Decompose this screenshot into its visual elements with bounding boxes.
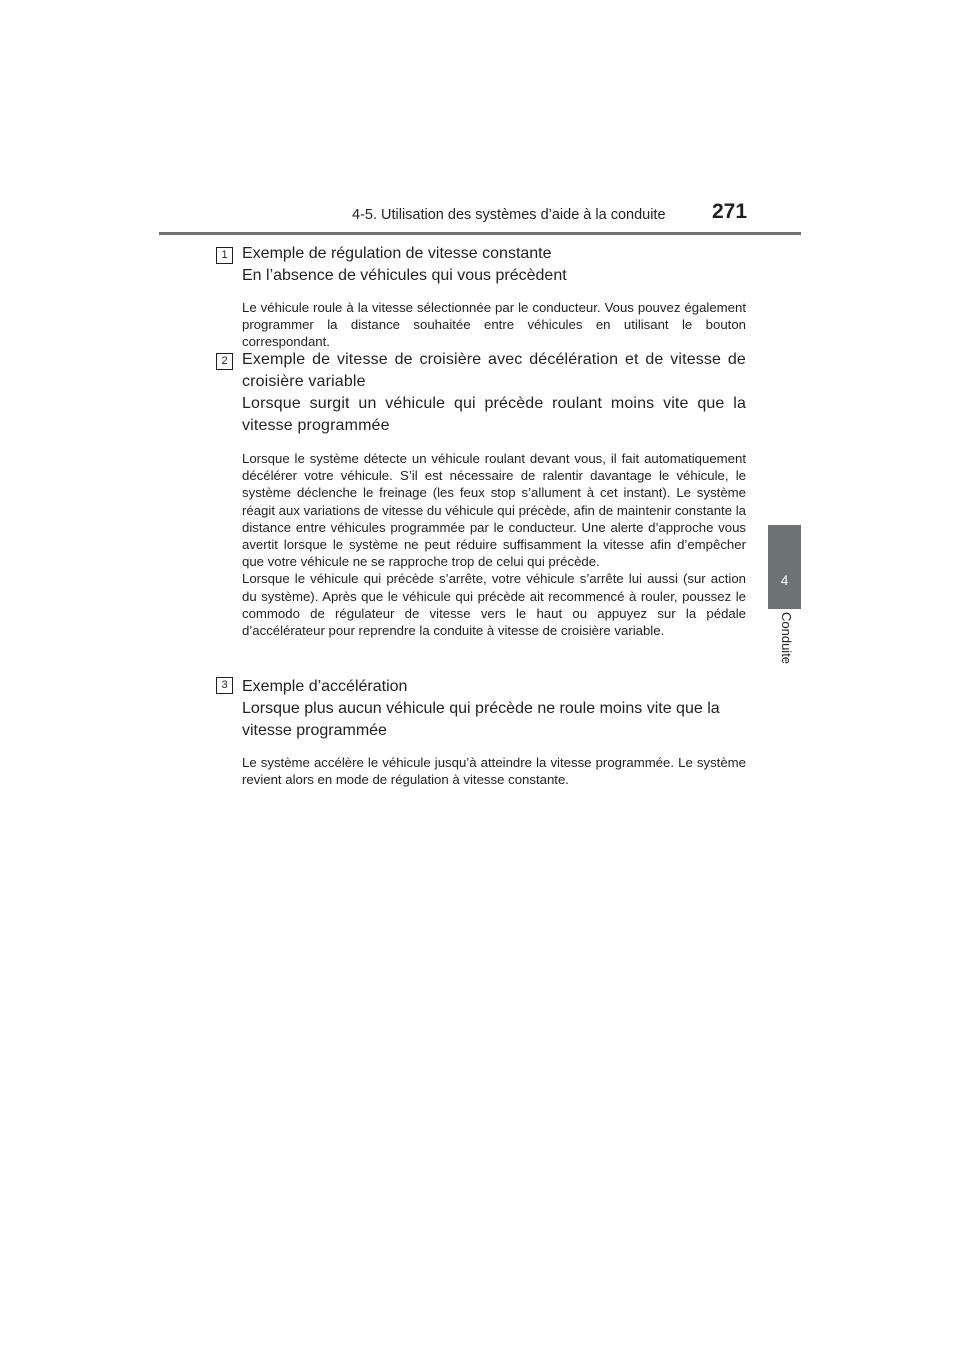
step-marker-1: 1 <box>216 247 233 264</box>
section-2-heading <box>242 349 746 437</box>
chapter-tab <box>768 525 801 609</box>
section-2 <box>216 349 746 639</box>
section-1-body <box>242 299 746 351</box>
chapter-label: Conduite <box>779 612 794 665</box>
section-3-heading <box>242 676 746 742</box>
section-1-paragraph-1: Le véhicule roule à la vitesse sélectionnée par le conducteur. Vous pouvez également programmer la distance souhaitée entre véhicules en utilisant le bouton correspondant. <box>242 300 746 350</box>
section-1 <box>216 243 746 351</box>
step-marker-3: 3 <box>216 677 233 694</box>
section-3-heading-line-1: Exemple d’accélération <box>242 678 408 695</box>
section-1-heading-line-1: Exemple de régulation de vitesse constante <box>242 245 552 262</box>
section-3 <box>216 676 746 788</box>
page-number: 271 <box>712 200 748 223</box>
section-1-heading-line-2: En l’absence de véhicules qui vous précèdent <box>242 267 567 284</box>
section-2-heading-line-2: Lorsque surgit un véhicule qui précède roulant moins vite que la vitesse programmée <box>242 395 746 434</box>
step-marker-2: 2 <box>216 353 233 370</box>
section-2-paragraph-2: Lorsque le véhicule qui précède s’arrête, votre véhicule s’arrête lui aussi (sur action du système). Après que le véhicule qui précède ait recommencé à rouler, poussez le commodo de régulateur de vitesse vers le haut ou appuyez sur la pédale d’accélérateur pour reprendre la conduite à vitesse de croisière variable. <box>242 571 746 639</box>
section-2-heading-line-1: Exemple de vitesse de croisière avec décélération et de vitesse de croisière variable <box>242 351 746 390</box>
header-section-title: 4-5. Utilisation des systèmes d’aide à la conduite <box>352 207 666 223</box>
section-3-heading-line-2: Lorsque plus aucun véhicule qui précède ne roule moins vite que la vitesse programmée <box>242 700 720 739</box>
section-3-body <box>242 754 746 788</box>
section-2-paragraph-1: Lorsque le système détecte un véhicule roulant devant vous, il fait automatiquement décélérer votre véhicule. S’il est nécessaire de ralentir davantage le véhicule, le système déclenche le freinage (les feux stop s’allument à cet instant). Le système réagit aux variations de vitesse du véhicule qui précède, afin de maintenir constante la distance entre véhicules programmée par le conducteur. Une alerte d’approche vous avertit lorsque le système ne peut réduire suffisamment la vitesse afin d’empêcher que votre véhicule ne se rapproche trop de celui qui précède. <box>242 451 746 570</box>
header-divider <box>159 232 801 235</box>
section-1-heading <box>242 243 746 287</box>
chapter-number: 4 <box>780 572 789 588</box>
section-2-body <box>242 450 746 639</box>
section-3-paragraph-1: Le système accélère le véhicule jusqu’à atteindre la vitesse programmée. Le système revient alors en mode de régulation à vitesse constante. <box>242 755 746 788</box>
